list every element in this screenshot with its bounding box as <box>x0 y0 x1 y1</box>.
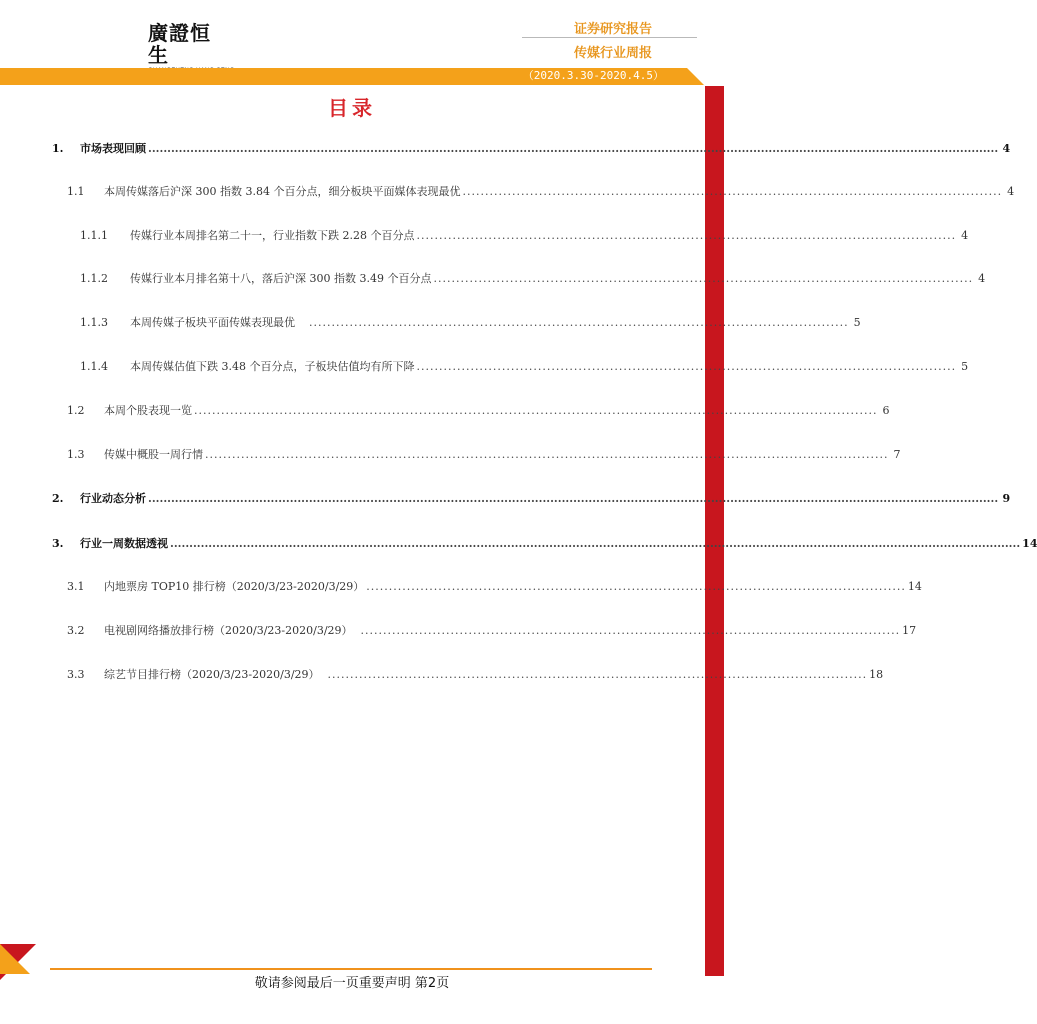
toc-entry-title: 本周传媒落后沪深 300 指数 3.84 个百分点，细分板块平面媒体表现最优 <box>104 185 461 198</box>
toc-entry-number: 1. <box>52 142 64 155</box>
toc-dot-leader: ........................................................................................................................ <box>327 668 868 681</box>
toc-dot-leader: ........................................................................................................................ <box>416 360 957 373</box>
toc-entry-title: 传媒行业本月排名第十八，落后沪深 300 指数 3.49 个百分点 <box>130 272 432 285</box>
toc-entry[interactable] <box>67 183 1015 199</box>
logo-chinese-name: 廣證恒生 <box>148 21 211 67</box>
toc-dot-leader: ........................................................................................................................ <box>433 272 974 285</box>
toc-entry-number: 1.1.3 <box>80 316 108 329</box>
report-type: 证券研究报告 <box>573 22 652 37</box>
toc-dot-leader: ........................................................................................................................ <box>360 624 901 637</box>
toc-entry-page: 14 <box>1022 537 1037 550</box>
footer-disclaimer: 敬请参阅最后一页重要声明 第2页 <box>254 976 450 991</box>
toc-entry[interactable] <box>80 314 861 330</box>
toc-entry-number: 1.1.4 <box>80 360 108 373</box>
toc-entry-number: 2. <box>52 492 64 505</box>
toc-entry-page: 5 <box>853 316 861 329</box>
toc-entry-number: 1.3 <box>67 448 85 461</box>
toc-entry-title: 本周传媒子板块平面传媒表现最优 <box>130 316 295 329</box>
toc-entry[interactable] <box>52 490 1011 506</box>
toc-dot-leader: .............................................................................................................................................................................................................................. <box>148 142 999 155</box>
toc-entry-number: 1.1 <box>67 185 85 198</box>
side-red-bar <box>705 86 724 976</box>
toc-entry-page: 14 <box>907 580 922 593</box>
date-range: （2020.3.30-2020.4.5） <box>522 69 664 82</box>
footer-divider <box>50 968 652 970</box>
toc-entry[interactable] <box>67 446 901 462</box>
toc-entry-title: 行业动态分析 <box>80 492 146 505</box>
toc-entry[interactable] <box>67 578 922 594</box>
toc-entry-page: 5 <box>961 360 969 373</box>
toc-dot-leader: ........................................................................................................................ <box>416 229 957 242</box>
toc-entry-page: 7 <box>893 448 901 461</box>
toc-entry-number: 1.1.1 <box>80 229 108 242</box>
toc-entry-title: 市场表现回顾 <box>80 142 146 155</box>
toc-entry-number: 1.1.2 <box>80 272 108 285</box>
toc-entry[interactable] <box>67 402 890 418</box>
report-subtitle: 传媒行业周报 <box>573 46 652 61</box>
toc-dot-leader: .............................................................................................................................................................................................................................. <box>170 537 1021 550</box>
toc-entry-title: 综艺节目排行榜（2020/3/23-2020/3/29） <box>104 668 320 681</box>
toc-entry-page: 9 <box>1002 492 1011 505</box>
toc-entry-title: 本周传媒估值下跌 3.48 个百分点，子板块估值均有所下降 <box>130 360 415 373</box>
toc-dot-leader: ........................................................................................................................ <box>462 185 1003 198</box>
toc-dot-leader: ........................................................................................................................................................ <box>205 448 889 461</box>
toc-entry-title: 本周个股表现一览 <box>104 404 192 417</box>
toc-dot-leader: .............................................................................................................................................................................................................................. <box>148 492 999 505</box>
toc-entry[interactable] <box>52 140 1011 156</box>
toc-entry-number: 3. <box>52 537 64 550</box>
toc-entry-number: 3.3 <box>67 668 85 681</box>
toc-entry-page: 4 <box>1002 142 1011 155</box>
toc-entry-number: 3.1 <box>67 580 85 593</box>
toc-entry-page: 18 <box>869 668 884 681</box>
toc-entry[interactable] <box>67 622 917 638</box>
toc-title: 目录 <box>328 96 376 120</box>
header-divider <box>522 37 697 38</box>
toc-entry-title: 传媒中概股一周行情 <box>104 448 203 461</box>
company-logo <box>148 22 228 74</box>
toc-entry-page: 4 <box>1007 185 1015 198</box>
toc-entry-page: 4 <box>978 272 986 285</box>
toc-dot-leader: ........................................................................................................................ <box>309 316 849 329</box>
toc-entry[interactable] <box>52 535 1037 551</box>
toc-entry-title: 传媒行业本周排名第二十一，行业指数下跌 2.28 个百分点 <box>130 229 415 242</box>
toc-dot-leader: ........................................................................................................................................................ <box>194 404 878 417</box>
toc-entry-number: 3.2 <box>67 624 85 637</box>
toc-entry[interactable] <box>80 358 969 374</box>
toc-entry-title: 行业一周数据透视 <box>80 537 168 550</box>
toc-entry-page: 4 <box>961 229 969 242</box>
toc-dot-leader: ........................................................................................................................ <box>366 580 906 593</box>
toc-entry-title: 电视剧网络播放排行榜（2020/3/23-2020/3/29） <box>104 624 353 637</box>
toc-entry-page: 17 <box>902 624 917 637</box>
toc-entry[interactable] <box>80 270 986 286</box>
toc-entry[interactable] <box>80 227 969 243</box>
toc-entry-title: 内地票房 TOP10 排行榜（2020/3/23-2020/3/29） <box>104 580 365 593</box>
toc-entry-number: 1.2 <box>67 404 85 417</box>
toc-entry[interactable] <box>67 666 884 682</box>
toc-entry-page: 6 <box>882 404 890 417</box>
